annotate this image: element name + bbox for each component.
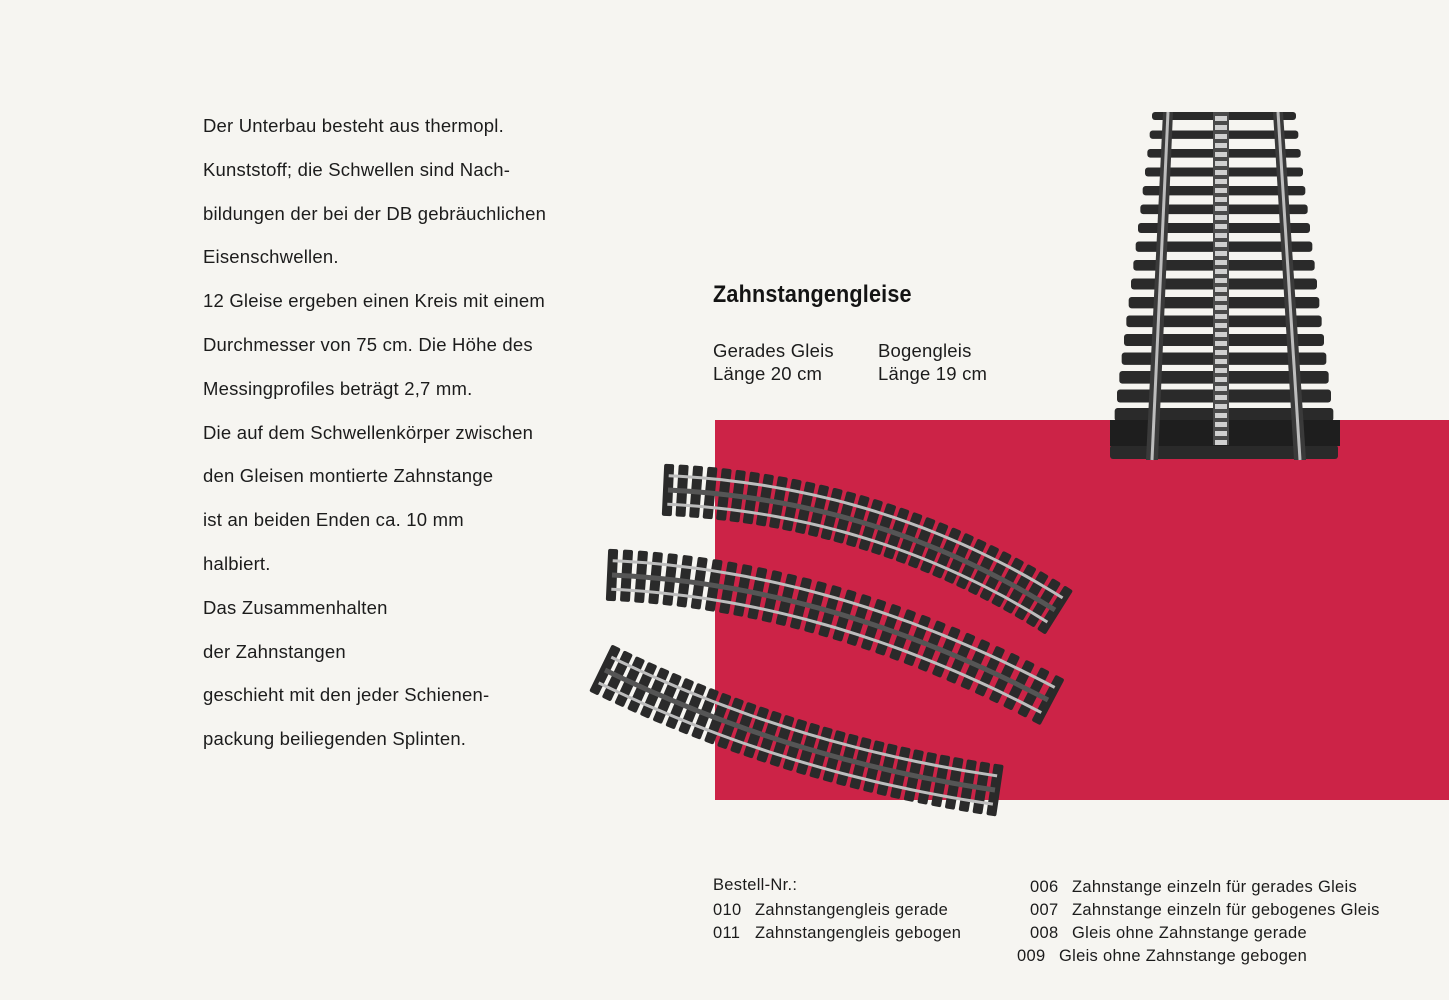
rack-tooth: [1215, 332, 1227, 337]
straight-rack-track-image: [1110, 112, 1340, 460]
curved-track-name: Bogengleis: [878, 340, 972, 361]
rack-tooth: [1215, 116, 1227, 121]
rack-tooth: [1215, 170, 1227, 175]
rack-tooth: [1215, 350, 1227, 355]
description-line: den Gleisen montierte Zahnstange: [203, 465, 494, 487]
rack-tooth: [1215, 323, 1227, 328]
rack-tooth: [1215, 296, 1227, 301]
order-number: 007: [1030, 901, 1059, 919]
rack-tooth: [1215, 188, 1227, 193]
rack-tooth: [1215, 242, 1227, 247]
rack-tooth: [1215, 413, 1227, 418]
order-text: Gleis ohne Zahnstange gerade: [1072, 924, 1307, 942]
order-number-label: Bestell-Nr.:: [713, 876, 798, 894]
rack-tooth: [1215, 161, 1227, 166]
order-number: 009: [1017, 947, 1046, 965]
rack-tooth: [1215, 431, 1227, 436]
rack-tooth: [1215, 134, 1227, 139]
rack-tooth: [1215, 368, 1227, 373]
rack-tooth: [1215, 206, 1227, 211]
order-text: Gleis ohne Zahnstange gebogen: [1059, 947, 1308, 965]
description-line: Messingprofiles beträgt 2,7 mm.: [203, 377, 473, 399]
rack-tooth: [1215, 377, 1227, 382]
order-number: 011: [713, 924, 741, 942]
order-item: [713, 922, 961, 945]
rack-tooth: [1215, 215, 1227, 220]
straight-track-length: Länge 20 cm: [713, 363, 823, 384]
description-line: packung beiliegenden Splinten.: [203, 728, 467, 750]
order-number: 008: [1030, 924, 1059, 942]
rack-tooth: [1215, 314, 1227, 319]
order-item: [1030, 922, 1380, 945]
description-line: Eisenschwellen.: [203, 246, 339, 268]
curved-rack-tracks-image: [589, 464, 1073, 817]
rack-tooth: [1215, 422, 1227, 427]
description-line: 12 Gleise ergeben einen Kreis mit einem: [203, 290, 546, 312]
description-line: ist an beiden Enden ca. 10 mm: [203, 509, 464, 531]
description-line: Durchmesser von 75 cm. Die Höhe des: [203, 333, 533, 355]
description-line: geschieht mit den jeder Schienen-: [203, 684, 490, 706]
rack-tooth: [1215, 341, 1227, 346]
order-text: Zahnstange einzeln für gebogenes Gleis: [1072, 901, 1380, 919]
order-text: Zahnstangengleis gerade: [755, 901, 949, 919]
order-item: [1030, 899, 1380, 922]
straight-track-name: Gerades Gleis: [713, 340, 834, 361]
order-item: [713, 899, 961, 922]
rack-tooth: [1215, 278, 1227, 283]
description-line: der Zahnstangen: [203, 640, 346, 662]
order-number: 010: [713, 901, 742, 919]
section-heading: Zahnstangengleise: [713, 281, 912, 308]
rack-tooth: [1215, 395, 1227, 400]
order-number: 006: [1030, 878, 1059, 896]
rack-tooth: [1215, 287, 1227, 292]
order-item: [1017, 945, 1380, 968]
rack-tooth: [1215, 251, 1227, 256]
description-line: Die auf dem Schwellenkörper zwischen: [203, 421, 534, 443]
order-text: Zahnstange einzeln für gerades Gleis: [1072, 878, 1358, 896]
order-text: Zahnstangengleis gebogen: [755, 924, 962, 942]
rack-tooth: [1215, 404, 1227, 409]
description-line: Das Zusammenhalten: [203, 596, 388, 618]
rack-tooth: [1215, 305, 1227, 310]
rack-tooth: [1215, 179, 1227, 184]
description-line: bildungen der bei der DB gebräuchlichen: [203, 202, 547, 224]
description-line: halbiert.: [203, 552, 271, 574]
curved-track-length: Länge 19 cm: [878, 363, 988, 384]
rack-tooth: [1215, 152, 1227, 157]
order-list-right: [1017, 876, 1380, 968]
rack-tooth: [1215, 233, 1227, 238]
description-line: Kunststoff; die Schwellen sind Nach-: [203, 158, 511, 180]
order-item: [1030, 876, 1380, 899]
rack-tooth: [1215, 125, 1227, 130]
rack-tooth: [1215, 359, 1227, 364]
rack-tooth: [1215, 143, 1227, 148]
rack-tooth: [1215, 440, 1227, 445]
rack-tooth: [1215, 386, 1227, 391]
order-list-left: [713, 899, 961, 945]
rack-tooth: [1215, 224, 1227, 229]
description-line: Der Unterbau besteht aus thermopl.: [203, 115, 504, 136]
rack-tooth: [1215, 269, 1227, 274]
rack-tooth: [1215, 260, 1227, 265]
rack-tooth: [1215, 197, 1227, 202]
